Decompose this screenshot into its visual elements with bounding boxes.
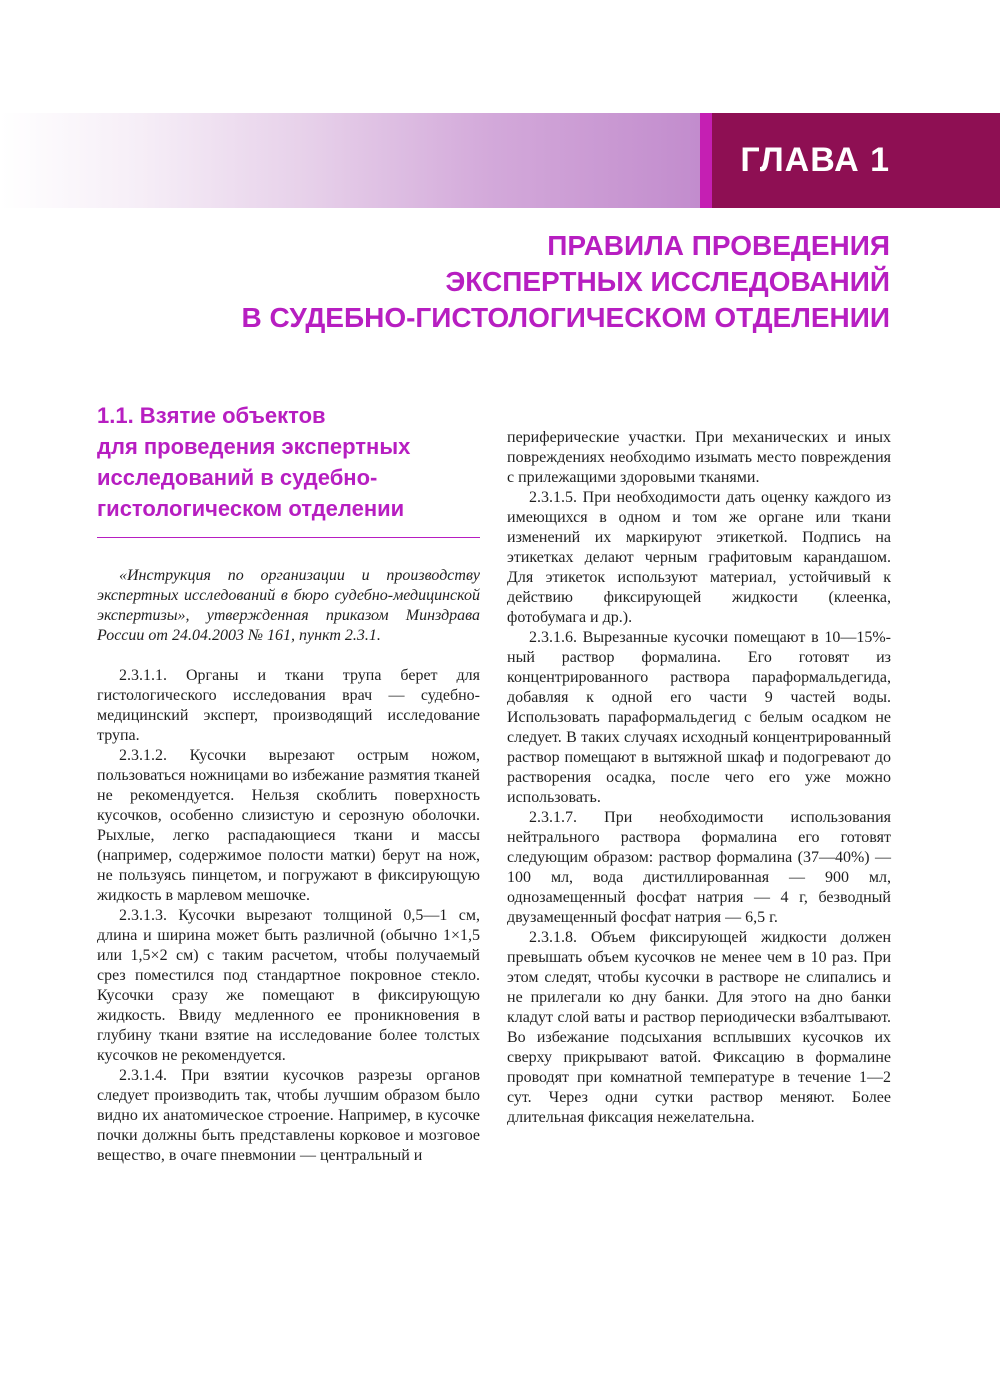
section-heading-line: исследований в судебно- — [97, 465, 378, 490]
source-citation: «Инструкция по организации и производству экспертных исследований в бюро судебно-медицинской экспертизы», утвержденная приказом Минздрава России от 24.04.2003 № 161, пункт 2.3.1. — [97, 567, 480, 644]
section-heading — [97, 400, 480, 538]
paragraph: 2.3.1.6. Вырезанные кусочки помещают в 10—15%-ный раствор формалина. Его готовят из концентрированного раствора параформальдегида, добавляя к одной его части 9 частей воды. Использовать параформальдегид с белым осадком не следует. В таких случаях исходный концентрированный раствор помещают в вытяжной шкаф и подогревают до растворения осадка, после чего его уже можно использовать. — [507, 629, 891, 806]
chapter-label: ГЛАВА 1 — [740, 141, 890, 179]
chapter-gradient-band — [0, 113, 700, 208]
section-heading-line: для проведения экспертных — [97, 434, 411, 459]
chapter-title-line: В СУДЕБНО-ГИСТОЛОГИЧЕСКОМ ОТДЕЛЕНИИ — [241, 302, 890, 333]
chapter-title — [242, 228, 891, 336]
section-heading-line: гистологическом отделении — [97, 496, 405, 521]
paragraph: 2.3.1.3. Кусочки вырезают толщиной 0,5—1 см, длина и ширина может быть различной (обычно 1×1,5 или 1,5×2 см) с таким расчетом, чтобы получаемый срез поместился под стандартное покровное стекло. Кусочки сразу же помещают в фиксирующую жидкость. Ввиду медленного ее проникновения в глубину ткани взятие на исследование более толстых кусочков не рекомендуется. — [97, 907, 480, 1064]
left-column — [97, 666, 480, 1166]
chapter-label-box — [700, 113, 1000, 208]
paragraph: 2.3.1.8. Объем фиксирующей жидкости должен превышать объем кусочков не менее чем в 10 раз. При этом следят, чтобы кусочки в растворе не слипались и не прилегали ко дну банки. Для этого на дно банки кладут слой ваты и раствор периодически взбалтывают. Во избежание подсыхания всплывших кусочков их сверху прикрывают ватой. Фиксацию в формалине проводят при комнатной температуре в течение 1—2 сут. Через одни сутки раствор меняют. Более длительная фиксация нежелательна. — [507, 929, 891, 1126]
paragraph: 2.3.1.1. Органы и ткани трупа берет для гистологического исследования врач — судебно-медицинский эксперт, производящий исследование трупа. — [97, 667, 480, 744]
paragraph: 2.3.1.2. Кусочки вырезают острым ножом, пользоваться ножницами во избежание размятия тканей не рекомендуется. Нельзя скоблить поверхность кусочков, особенно слизистую и серозную оболочки. Рыхлые, легко распадающиеся ткани и массы (например, содержимое полости матки) берут на нож, не пользуясь пинцетом, и погружают в фиксирующую жидкость в марлевом мешочке. — [97, 747, 480, 904]
paragraph-continuation: периферические участки. При механических и иных повреждениях необходимо изымать место повреждения с прилежащими здоровыми тканями. — [507, 429, 891, 486]
paragraph: 2.3.1.4. При взятии кусочков разрезы органов следует производить так, чтобы лучшим образом было видно их анатомическое строение. Например, в кусочке почки должны быть представлены корковое и мозговое вещество, в очаге пневмонии — центральный и — [97, 1067, 480, 1164]
chapter-title-line: ПРАВИЛА ПРОВЕДЕНИЯ — [547, 230, 890, 261]
section-heading-line: 1.1. Взятие объектов — [97, 403, 326, 428]
paragraph: 2.3.1.5. При необходимости дать оценку каждого из имеющихся в одном и том же органе или ткани изменений их маркируют этикеткой. Подпись на этикетках делают черным графитовым карандашом. Для этикеток используют материал, устойчивый к действию фиксирующей жидкости (клеенка, фотобумага и др.). — [507, 489, 891, 626]
right-column — [507, 428, 891, 1128]
paragraph: 2.3.1.7. При необходимости использования нейтрального раствора формалина его готовят следующим образом: раствор формалина (37—40%) — 100 мл, вода дистиллированная — 900 мл, однозамещенный фосфат натрия — 4 г, безводный двузамещенный фосфат натрия — 6,5 г. — [507, 809, 891, 926]
chapter-title-line: ЭКСПЕРТНЫХ ИССЛЕДОВАНИЙ — [445, 266, 890, 297]
